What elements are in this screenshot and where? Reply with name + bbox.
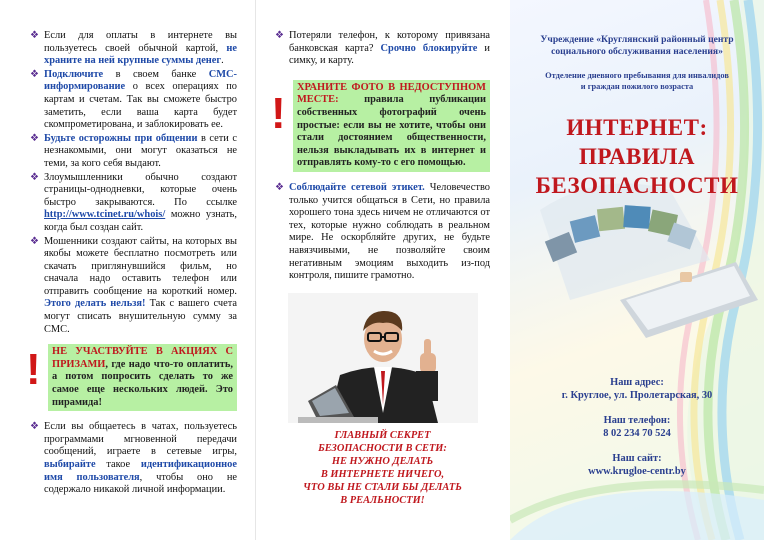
bullet-diamond-icon: ❖ [30, 68, 39, 80]
exclamation-icon: ! [271, 88, 286, 138]
bullet-diamond-icon: ❖ [30, 30, 39, 41]
bullet-diamond-icon: ❖ [30, 235, 39, 247]
warning-prizes [26, 344, 237, 411]
whois-link[interactable]: http://www.tcinet.ru/whois/ [44, 209, 166, 221]
phone-block: Наш телефон: 8 02 234 70 524 [603, 415, 671, 439]
column-left [0, 0, 255, 540]
website-link[interactable]: www.krugloe-centr.by [588, 466, 686, 477]
address-block: Наш адрес: г. Круглое, ул. Пролетарская, 30 [561, 377, 713, 401]
department-name: Отделение дневного пребывания для инвалидов и граждан пожилого возраста [545, 71, 729, 91]
column-middle [255, 0, 510, 540]
bullet-diamond-icon: ❖ [30, 171, 39, 183]
tip-card-limits: ❖ Если для оплаты в интернете вы пользуетесь своей обычной картой, не храните на ней крупные суммы денег. [30, 30, 237, 67]
tip-lost-phone: ❖ Потеряли телефон, к которому привязана банковская карта? Срочно блокируйте и симку, и карту. [275, 30, 490, 67]
organization-name: Учреждение «Круглянский районный центр социального обслуживания населения» [540, 34, 734, 57]
tip-be-careful: ❖ Будьте осторожны при общении в сети с незнакомыми, они могут оказаться не теми, за кого себя выдают. [30, 132, 237, 169]
tip-netiquette: ❖ Соблюдайте сетевой этикет. Человечество только учится общаться в Сети, но правила хорошего тона здесь ничем не отличаются от тех, которые нужно соблюдать в реальном мире. Не оскорбляйте других, не будьте навязчивыми, не позволяйте своим негативным эмоциям выходить из-под контроля, пишите грамотно. [275, 181, 490, 282]
bullet-diamond-icon: ❖ [30, 421, 39, 433]
column-cover [510, 0, 764, 540]
exclamation-icon: ! [26, 345, 41, 395]
warning-box: ХРАНИТЕ ФОТО В НЕДОСТУПНОМ МЕСТЕ: правила публикации собственных фотографий очень простые: если вы не хотите, чтобы они стали достоянием общественности, нельзя выкладывать их в интернет и отправлять кому-то с его помощью. [293, 80, 490, 172]
warning-photos [271, 80, 490, 172]
website-block: Наш сайт: www.krugloe-centr.by [520, 452, 754, 478]
brochure-title: ИНТЕРНЕТ: ПРАВИЛА БЕЗОПАСНОСТИ [535, 115, 739, 198]
tip-sms-info: ❖ Подключите в своем банке СМС-информирование о всех операциях по картам и счетам. Так вы сможете быстро заметить, если ваша карта будет скомпрометирована, и заблокировать ее. [30, 68, 237, 131]
bullet-diamond-icon: ❖ [275, 181, 284, 193]
warning-box: НЕ УЧАСТВУЙТЕ В АКЦИЯХ С ПРИЗАМИ, где надо что-то оплатить, а потом попросить сделать то же самое еще нескольких людей. Это пирамида! [48, 344, 237, 411]
main-secret-text: ГЛАВНЫЙ СЕКРЕТ БЕЗОПАСНОСТИ В СЕТИ: НЕ НУЖНО ДЕЛАТЬ В ИНТЕРНЕТЕ НИЧЕГО, ЧТО ВЫ НЕ СТАЛИ БЫ ДЕЛАТЬ В РЕАЛЬНОСТИ! [303, 429, 462, 506]
man-with-laptop-icon [288, 293, 478, 423]
bullet-diamond-icon: ❖ [30, 132, 39, 144]
thumbs-up-man-illustration [288, 293, 478, 423]
bullet-diamond-icon: ❖ [275, 30, 284, 41]
tip-username: ❖ Если вы общаетесь в чатах, пользуетесь программами мгновенной передачи сообщений, играете в сетевые игры, выбирайте такое идентификационное имя пользователя, чтобы оно не содержало никакой личной информации. [30, 421, 237, 496]
tip-free-movie-scam: ❖ Мошенники создают сайты, на которых вы якобы можете бесплатно посмотреть или скачать приглянувшийся фильм, но сначала надо оставить телефон или отправить сообщение на короткий номер. Этого делать нельзя! Так с вашего счета могут списать внушительную сумму за СМС. [30, 235, 237, 335]
tip-one-day-sites: ❖ Злоумышленники обычно создают страницы-однодневки, которые очень быстро закрываются. По ссылке http://www.tcinet.ru/whois/ можно узнать, когда был создан сайт. [30, 171, 237, 233]
